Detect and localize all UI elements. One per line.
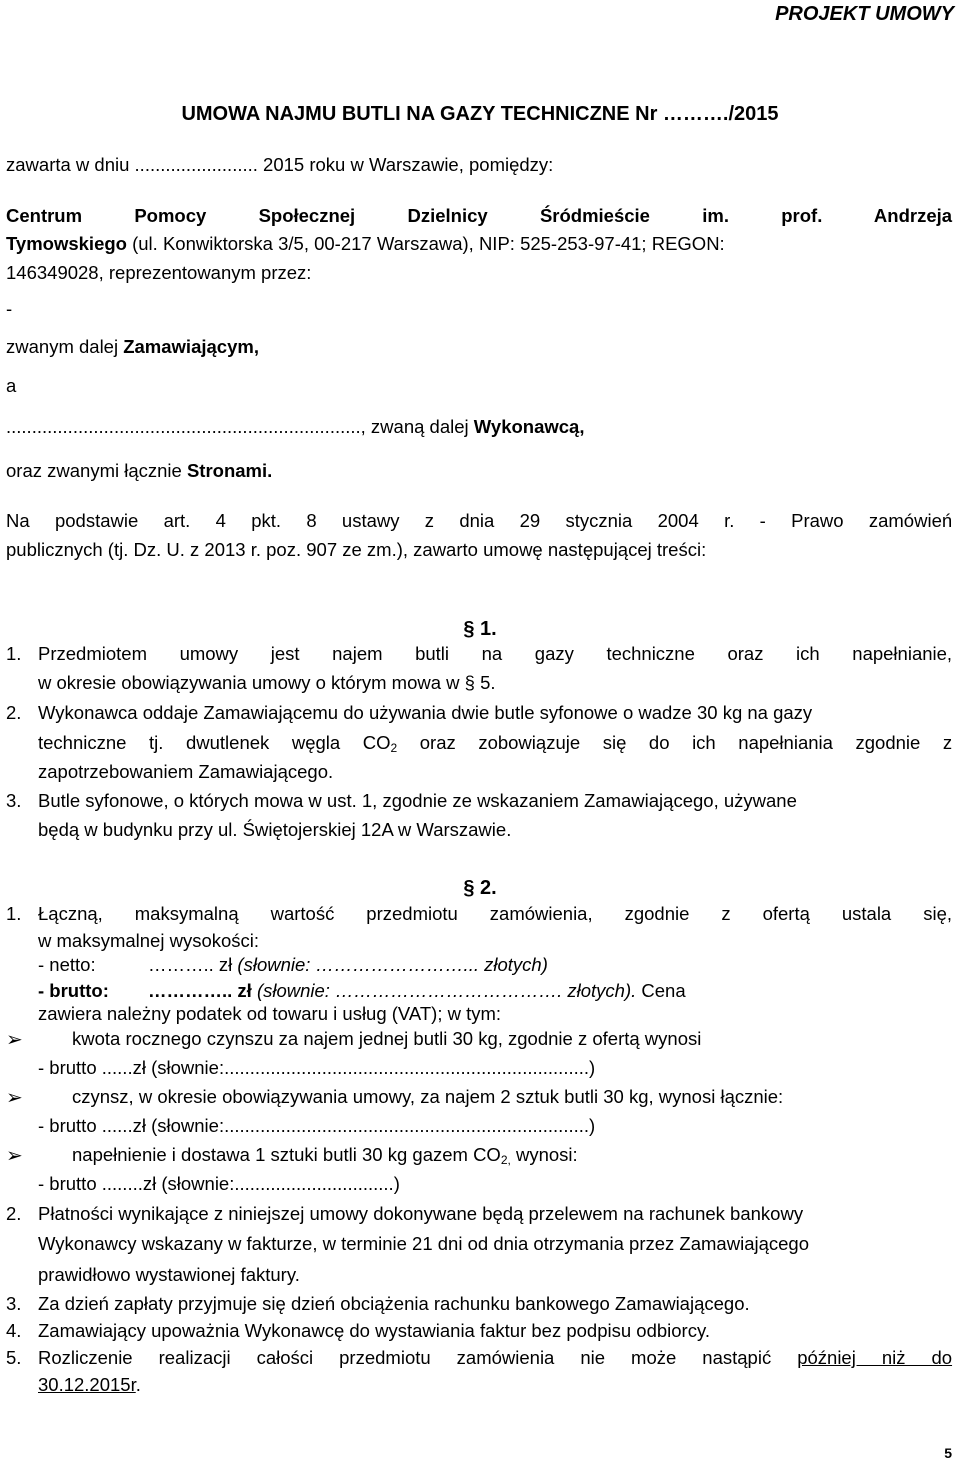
underlined-phrase: później niż do xyxy=(797,1347,953,1368)
word: techniczne xyxy=(38,732,127,753)
word: z xyxy=(721,903,731,924)
word: podstawie xyxy=(54,510,139,531)
bullet3-text: napełnienie i dostawa 1 sztuki butli 30 kg gazem $CO_{2,}$ wynosi: xyxy=(72,1144,578,1167)
word: Śródmieście xyxy=(539,205,650,226)
word: wartość xyxy=(270,903,335,924)
word: 2004 xyxy=(657,510,699,531)
s2-p3-number: 3. xyxy=(6,1293,22,1314)
word: realizacji xyxy=(158,1347,231,1368)
parties-together: oraz zwanymi łącznie Stronami. xyxy=(6,460,273,481)
word: jest xyxy=(270,643,300,664)
word: napełniania xyxy=(738,732,833,753)
word: Dzielnicy xyxy=(407,205,488,226)
word: ustawy xyxy=(341,510,400,531)
word: Prawo xyxy=(791,510,844,531)
word: Łączną, xyxy=(38,903,103,924)
word: Przedmiotem xyxy=(38,643,147,664)
word: tj. xyxy=(149,732,164,753)
party1-called: zwanym dalej Zamawiającym, xyxy=(6,336,259,357)
s2-p5-line2: 30.12.2015r. xyxy=(38,1374,141,1395)
brutto-value: ………….. zł (słownie: ………………………………. złotych). Cena xyxy=(148,980,686,1001)
s2-p3-text: Za dzień zapłaty przyjmuje się dzień obciążenia rachunku bankowego Zamawiającego. xyxy=(38,1293,750,1314)
word: stycznia xyxy=(565,510,633,531)
word: 4 xyxy=(215,510,226,531)
word: zamówienia, xyxy=(489,903,593,924)
word: przedmiotu xyxy=(366,903,458,924)
word: Andrzeja xyxy=(873,205,953,226)
party1-line1 xyxy=(6,207,952,226)
section1-heading: § 1. xyxy=(463,618,497,640)
section2-heading: § 2. xyxy=(463,877,497,899)
word: zobowiązuje xyxy=(478,732,581,753)
basis-line1 xyxy=(6,512,952,531)
word: ich xyxy=(796,643,820,664)
word: Społecznej xyxy=(258,205,356,226)
word: całości xyxy=(256,1347,314,1368)
bullet2-brutto: - brutto ......zł (słownie:.......................................................................) xyxy=(38,1115,596,1136)
party2-line: ....................................................................., zwaną dalej Wykonawcą, xyxy=(6,416,585,437)
s2-p2-number: 2. xyxy=(6,1203,22,1224)
s1-item3-line1: Butle syfonowe, o których mowa w ust. 1, zgodnie ze wskazaniem Zamawiającego, używane xyxy=(38,790,797,811)
word: węgla xyxy=(291,732,341,753)
s1-item3-number: 3. xyxy=(6,790,22,811)
s1-item2-line2 xyxy=(38,734,952,753)
s2-p2-line2: Wykonawcy wskazany w fakturze, w terminie 21 dni od dnia otrzymania przez Zamawiającego xyxy=(38,1233,809,1254)
s1-item2-line3: zapotrzebowaniem Zamawiającego. xyxy=(38,761,334,782)
s1-item2-line1: Wykonawca oddaje Zamawiającemu do używania dwie butle syfonowe o wadze 30 kg na gazy xyxy=(38,702,813,723)
word: oraz xyxy=(727,643,764,664)
vat-line: zawiera należny podatek od towaru i usług (VAT); w tym: xyxy=(38,1003,502,1024)
arrow-bullet-icon: ➢ xyxy=(6,1145,23,1167)
word: się, xyxy=(923,903,952,924)
conjunction: a xyxy=(6,375,17,396)
word: przedmiotu xyxy=(339,1347,431,1368)
word: najem xyxy=(332,643,383,664)
word: 29 xyxy=(519,510,541,531)
party1-line2: Tymowskiego (ul. Konwiktorska 3/5, 00-217 Warszawa), NIP: 525-253-97-41; REGON: xyxy=(6,233,725,254)
word: Rozliczenie xyxy=(38,1347,133,1368)
s1-item3-line2: będą w budynku przy ul. Świętojerskiej 12A w Warszawie. xyxy=(38,819,512,840)
word: ustala xyxy=(841,903,892,924)
word: im. xyxy=(702,205,729,226)
party1-line3: 146349028, reprezentowanym przez: xyxy=(6,262,312,283)
word: oraz xyxy=(419,732,456,753)
word: $CO_2$ xyxy=(362,732,398,755)
word: r. xyxy=(724,510,735,531)
word: art. xyxy=(163,510,191,531)
word: zamówienia xyxy=(456,1347,555,1368)
word: się xyxy=(602,732,627,753)
s2-p5-line1 xyxy=(38,1349,952,1368)
word: butli xyxy=(415,643,450,664)
word: do xyxy=(648,732,670,753)
word: dwutlenek xyxy=(185,732,270,753)
word: ich xyxy=(692,732,716,753)
s2-p2-line1: Płatności wynikające z niniejszej umowy dokonywane będą przelewem na rachunek bankowy xyxy=(38,1203,804,1224)
bullet3-brutto: - brutto ........zł (słownie:...............................) xyxy=(38,1173,400,1194)
word: Centrum xyxy=(6,205,83,226)
s2-p1-number: 1. xyxy=(6,903,22,924)
intro-line: zawarta w dniu ........................ 2015 roku w Warszawie, pomiędzy: xyxy=(6,154,554,175)
s2-p1-line1 xyxy=(38,905,952,924)
word: ofertą xyxy=(762,903,810,924)
brutto-label: - brutto: xyxy=(38,980,109,1001)
word: na xyxy=(481,643,503,664)
word: zamówień xyxy=(868,510,953,531)
word: z xyxy=(424,510,435,531)
s2-p2-line3: prawidłowo wystawionej faktury. xyxy=(38,1264,300,1285)
word: zgodnie xyxy=(624,903,690,924)
arrow-bullet-icon: ➢ xyxy=(6,1029,23,1051)
netto-value: ……….. zł (słownie: ……………………... złotych) xyxy=(148,954,548,975)
s2-p4-number: 4. xyxy=(6,1320,22,1341)
word: - xyxy=(759,510,766,531)
word: nie xyxy=(580,1347,606,1368)
word: prof. xyxy=(781,205,823,226)
word: maksymalną xyxy=(134,903,239,924)
word: 8 xyxy=(306,510,317,531)
s1-item1-line1 xyxy=(38,645,952,664)
word: z xyxy=(942,732,953,753)
bullet2-text: czynsz, w okresie obowiązywania umowy, za najem 2 sztuk butli 30 kg, wynosi łącznie: xyxy=(72,1086,784,1107)
representative-dash: - xyxy=(6,298,13,319)
page-number: 5 xyxy=(944,1445,952,1461)
word: może xyxy=(631,1347,677,1368)
draft-label: PROJEKT UMOWY xyxy=(775,3,954,25)
word: zgodnie xyxy=(855,732,921,753)
basis-line2: publicznych (tj. Dz. U. z 2013 r. poz. 907 ze zm.), zawarto umowę następującej treści: xyxy=(6,539,707,560)
word: Pomocy xyxy=(134,205,207,226)
s1-item2-number: 2. xyxy=(6,702,22,723)
word: umowy xyxy=(179,643,239,664)
s2-p5-number: 5. xyxy=(6,1347,22,1368)
word: nastąpić xyxy=(702,1347,772,1368)
bullet1-text: kwota rocznego czynszu za najem jednej butli 30 kg, zgodnie z ofertą wynosi xyxy=(72,1028,702,1049)
s1-item1-line2: w okresie obowiązywania umowy o którym mowa w § 5. xyxy=(38,672,496,693)
contract-title: UMOWA NAJMU BUTLI NA GAZY TECHNICZNE Nr ………./2015 xyxy=(181,103,779,125)
word: pkt. xyxy=(251,510,282,531)
word: dnia xyxy=(459,510,495,531)
arrow-bullet-icon: ➢ xyxy=(6,1087,23,1109)
word: napełnianie, xyxy=(852,643,953,664)
s1-item1-number: 1. xyxy=(6,643,22,664)
s2-p1-line2: w maksymalnej wysokości: xyxy=(38,930,260,951)
netto-label: - netto: xyxy=(38,954,96,975)
word: Na xyxy=(6,510,30,531)
bullet1-brutto: - brutto ......zł (słownie:.......................................................................) xyxy=(38,1057,596,1078)
s2-p4-text: Zamawiający upoważnia Wykonawcę do wystawiania faktur bez podpisu odbiorcy. xyxy=(38,1320,710,1341)
word: gazy xyxy=(534,643,574,664)
word: techniczne xyxy=(606,643,695,664)
